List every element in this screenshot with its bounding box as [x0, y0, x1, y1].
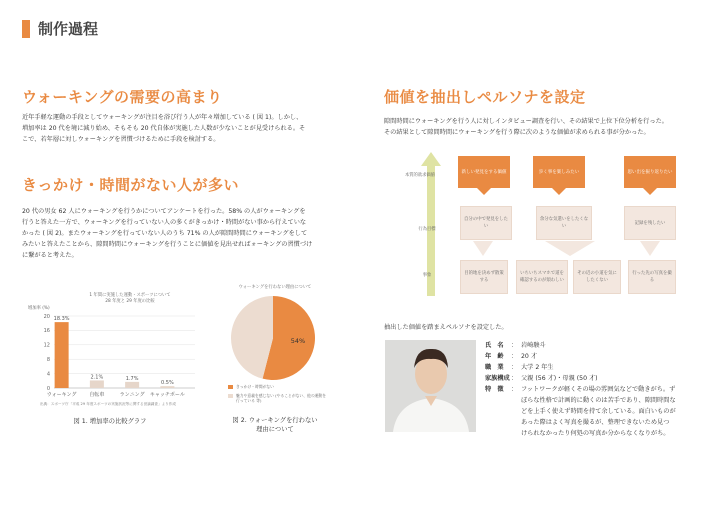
trait-line: あった際はよく写真を撮るが、整理できないため見つ [521, 419, 670, 426]
x-category-label: ランニング [119, 392, 145, 398]
legend-swatch-beige [228, 394, 233, 398]
persona-key: 氏 名 [485, 342, 504, 349]
pie-chart-title: ウォーキングを行わない理由について [238, 285, 312, 290]
section-body-demand [22, 112, 362, 145]
bar-chart-footnote: 出典：スポーツ庁「平成 29 年度スポーツの実施状況等に関する世論調査」より作成 [40, 402, 176, 406]
pie-legend-label: きっかけ・時間がない [236, 384, 274, 389]
trait-line: どを上手く使えず時間を持て余している。面白いものが [521, 408, 676, 415]
body-line: こで、若年層に対しウォーキングを習慣づけるために手段を検討する。 [22, 136, 220, 143]
bar-value-label: 2.1% [90, 374, 104, 381]
ladder-mid-pointers [455, 240, 685, 258]
trait-line: けられなかったり何処の写真か分からなくなりがち。 [521, 430, 670, 437]
ladder-bottom-box: 目的地を決めず散策する [460, 260, 508, 294]
bar [90, 380, 104, 388]
section-title-persona: 価値を抽出しペルソナを設定 [384, 88, 586, 106]
persona-row: 氏 名 ： 岩崎駿斗 [485, 340, 713, 351]
axis-label-event: 事象 [422, 273, 432, 278]
trait-line: ぼらな性格で計画的に動くのは苦手であり、隙間時間な [521, 397, 676, 404]
ladder-mid-box: 余分な気遣いをしたくない [536, 206, 592, 240]
persona-value: 岩崎駿斗 [521, 342, 546, 349]
persona-key: 家族構成 [485, 375, 510, 382]
persona-key: 年 齢 [485, 353, 504, 360]
y-tick-label: 20 [43, 313, 50, 320]
y-tick-label: 12 [43, 342, 50, 349]
section-body-no-time [22, 206, 362, 261]
y-tick-label: 4 [46, 371, 50, 378]
person-icon [385, 340, 476, 432]
persona-key: 職 業 [485, 364, 504, 371]
pie-chart-caption [215, 416, 335, 434]
bar-chart-caption: 図 1. 増加率の比較グラフ [73, 418, 147, 425]
ladder-mid-box: 自分の中で発見をしたい [460, 206, 512, 240]
page-title: 制作過程 [38, 20, 99, 38]
pie-legend-item [228, 384, 328, 390]
pie-value-label: 54% [290, 337, 306, 346]
section-body-persona [384, 116, 714, 138]
ladder-bottom-box: 行った先の写真を撮る [628, 260, 676, 294]
persona-photo [385, 340, 476, 432]
persona-row: 職 業 ： 大学 2 年生 [485, 362, 713, 373]
bar-value-label: 18.3% [53, 316, 70, 323]
bar-chart-title-line: 28 年度と 29 年度の比較 [105, 299, 155, 304]
persona-row-traits: 特 徴 ： フットワークが軽くその場の雰囲気などで動きがち。ず ぼらな性格で計画的に動くのは苦手であり、隙間時間な どを上手く使えず時間を持て余している。面白いものが あった際はよく写真を撮るが、整理できないため見つ けられなかったり何処の写真か分からなくなりがち。 [485, 384, 713, 439]
ladder-bottom-box: いちいちスマホで道を確認するのが煩わしい [516, 260, 568, 294]
trait-line: フットワークが軽くその場の雰囲気などで動きがち。ず [521, 386, 676, 393]
persona-value: 父親 (56 才)・母親 (50 才) [521, 375, 598, 382]
ladder-mid-box: 記録を残したい [624, 206, 676, 240]
body-line: 増加率は 20 代を境に減り始め、そもそも 20 代自体が実施した人数が少ないことが見受けられる。そ [22, 125, 306, 132]
section-title-no-time: きっかけ・時間がない人が多い [22, 176, 240, 194]
bar-value-label: 1.7% [125, 375, 139, 382]
pie-caption-line: 図 2. ウォーキングを行わない [232, 417, 318, 424]
persona-key: 特 徴 [485, 386, 504, 393]
bar-chart [30, 310, 200, 405]
pie-legend-item [228, 393, 328, 404]
pie-chart [228, 293, 318, 383]
bar-chart-unit: 増加率 (%) [28, 306, 50, 311]
y-tick-label: 0 [46, 385, 50, 392]
bar [160, 386, 174, 388]
axis-label-goal: 行為目標 [418, 227, 436, 232]
y-tick-label: 16 [43, 328, 50, 335]
ladder-top-box: 歩く事を楽しみたい [533, 156, 585, 188]
x-category-label: 自転車 [89, 392, 105, 398]
bar [55, 322, 69, 388]
body-line: みたいと答えたことから、隙間時間にウォーキングを行うことに価値を見出せればォーキングの習慣づけ [22, 241, 313, 248]
x-category-label: ウォーキング [46, 392, 77, 398]
persona-traits [521, 384, 713, 439]
ladder-top-box: 新しい発見をする価値 [458, 156, 510, 188]
persona-intro: 抽出した価値を踏まえペルソナを設定した。 [384, 324, 508, 331]
x-category-label: キャッチボール [149, 392, 185, 398]
y-tick-label: 8 [46, 357, 50, 363]
body-line: 近年手軽な運動の手段としてウォーキングが注目を浴び行う人が年々増加している ( 図 1)。しかし、 [22, 114, 303, 121]
bar [125, 382, 139, 388]
axis-label-essential: 本質的欲求価値 [404, 173, 436, 178]
body-line: かった ( 図 2)。またウォーキングを行っていない人のうち 71% の人が隙間時間にウォーキングをして [22, 230, 308, 237]
pie-legend-label: 魅力や意義を感じない (やることがない、他の運動を行っている 等) [236, 392, 327, 403]
pie-legend [228, 384, 328, 404]
header-accent-bar [22, 20, 30, 38]
pie-caption-line: 理由について [256, 426, 294, 433]
body-line: 20 代の男女 62 人にウォーキングを行うかについてアンケートを行った。58% の人がウォーキングを [22, 208, 306, 215]
ladder-top-box: 思い出を振り返りたい [624, 156, 676, 188]
persona-row: 家族構成 ： 父親 (56 才)・母親 (50 才) [485, 373, 713, 384]
body-line: 隙間時間にウォーキングを行う人に対しインタビュー調査を行い、その結果で上位下位分析を行った。 [384, 118, 668, 125]
persona-value: 20 才 [521, 353, 538, 360]
persona-profile [485, 340, 713, 439]
persona-row: 年 齢 ： 20 才 [485, 351, 713, 362]
ladder-bottom-box: その辺の小道を気にしたくない [573, 260, 621, 294]
legend-swatch-orange [228, 385, 233, 389]
ladder-top-pointers [455, 186, 685, 196]
body-line: 行うと答えた一方で、ウォーキングを行っていない人の多くがきっかけ・時間がない事から行えていな [22, 219, 307, 226]
body-line: に繋がると考えた。 [22, 252, 78, 259]
section-title-demand: ウォーキングの需要の高まり [22, 88, 223, 106]
bar-chart-title-line: 1 年間に実施した運動・スポーツについて [89, 293, 171, 298]
body-line: その結果として隙間時間にウォーキングを行う際に次のような価値が求められる事が分かった。 [384, 129, 650, 136]
bar-chart-title [60, 293, 200, 305]
persona-value: 大学 2 年生 [521, 364, 554, 371]
bar-value-label: 0.5% [161, 380, 174, 387]
